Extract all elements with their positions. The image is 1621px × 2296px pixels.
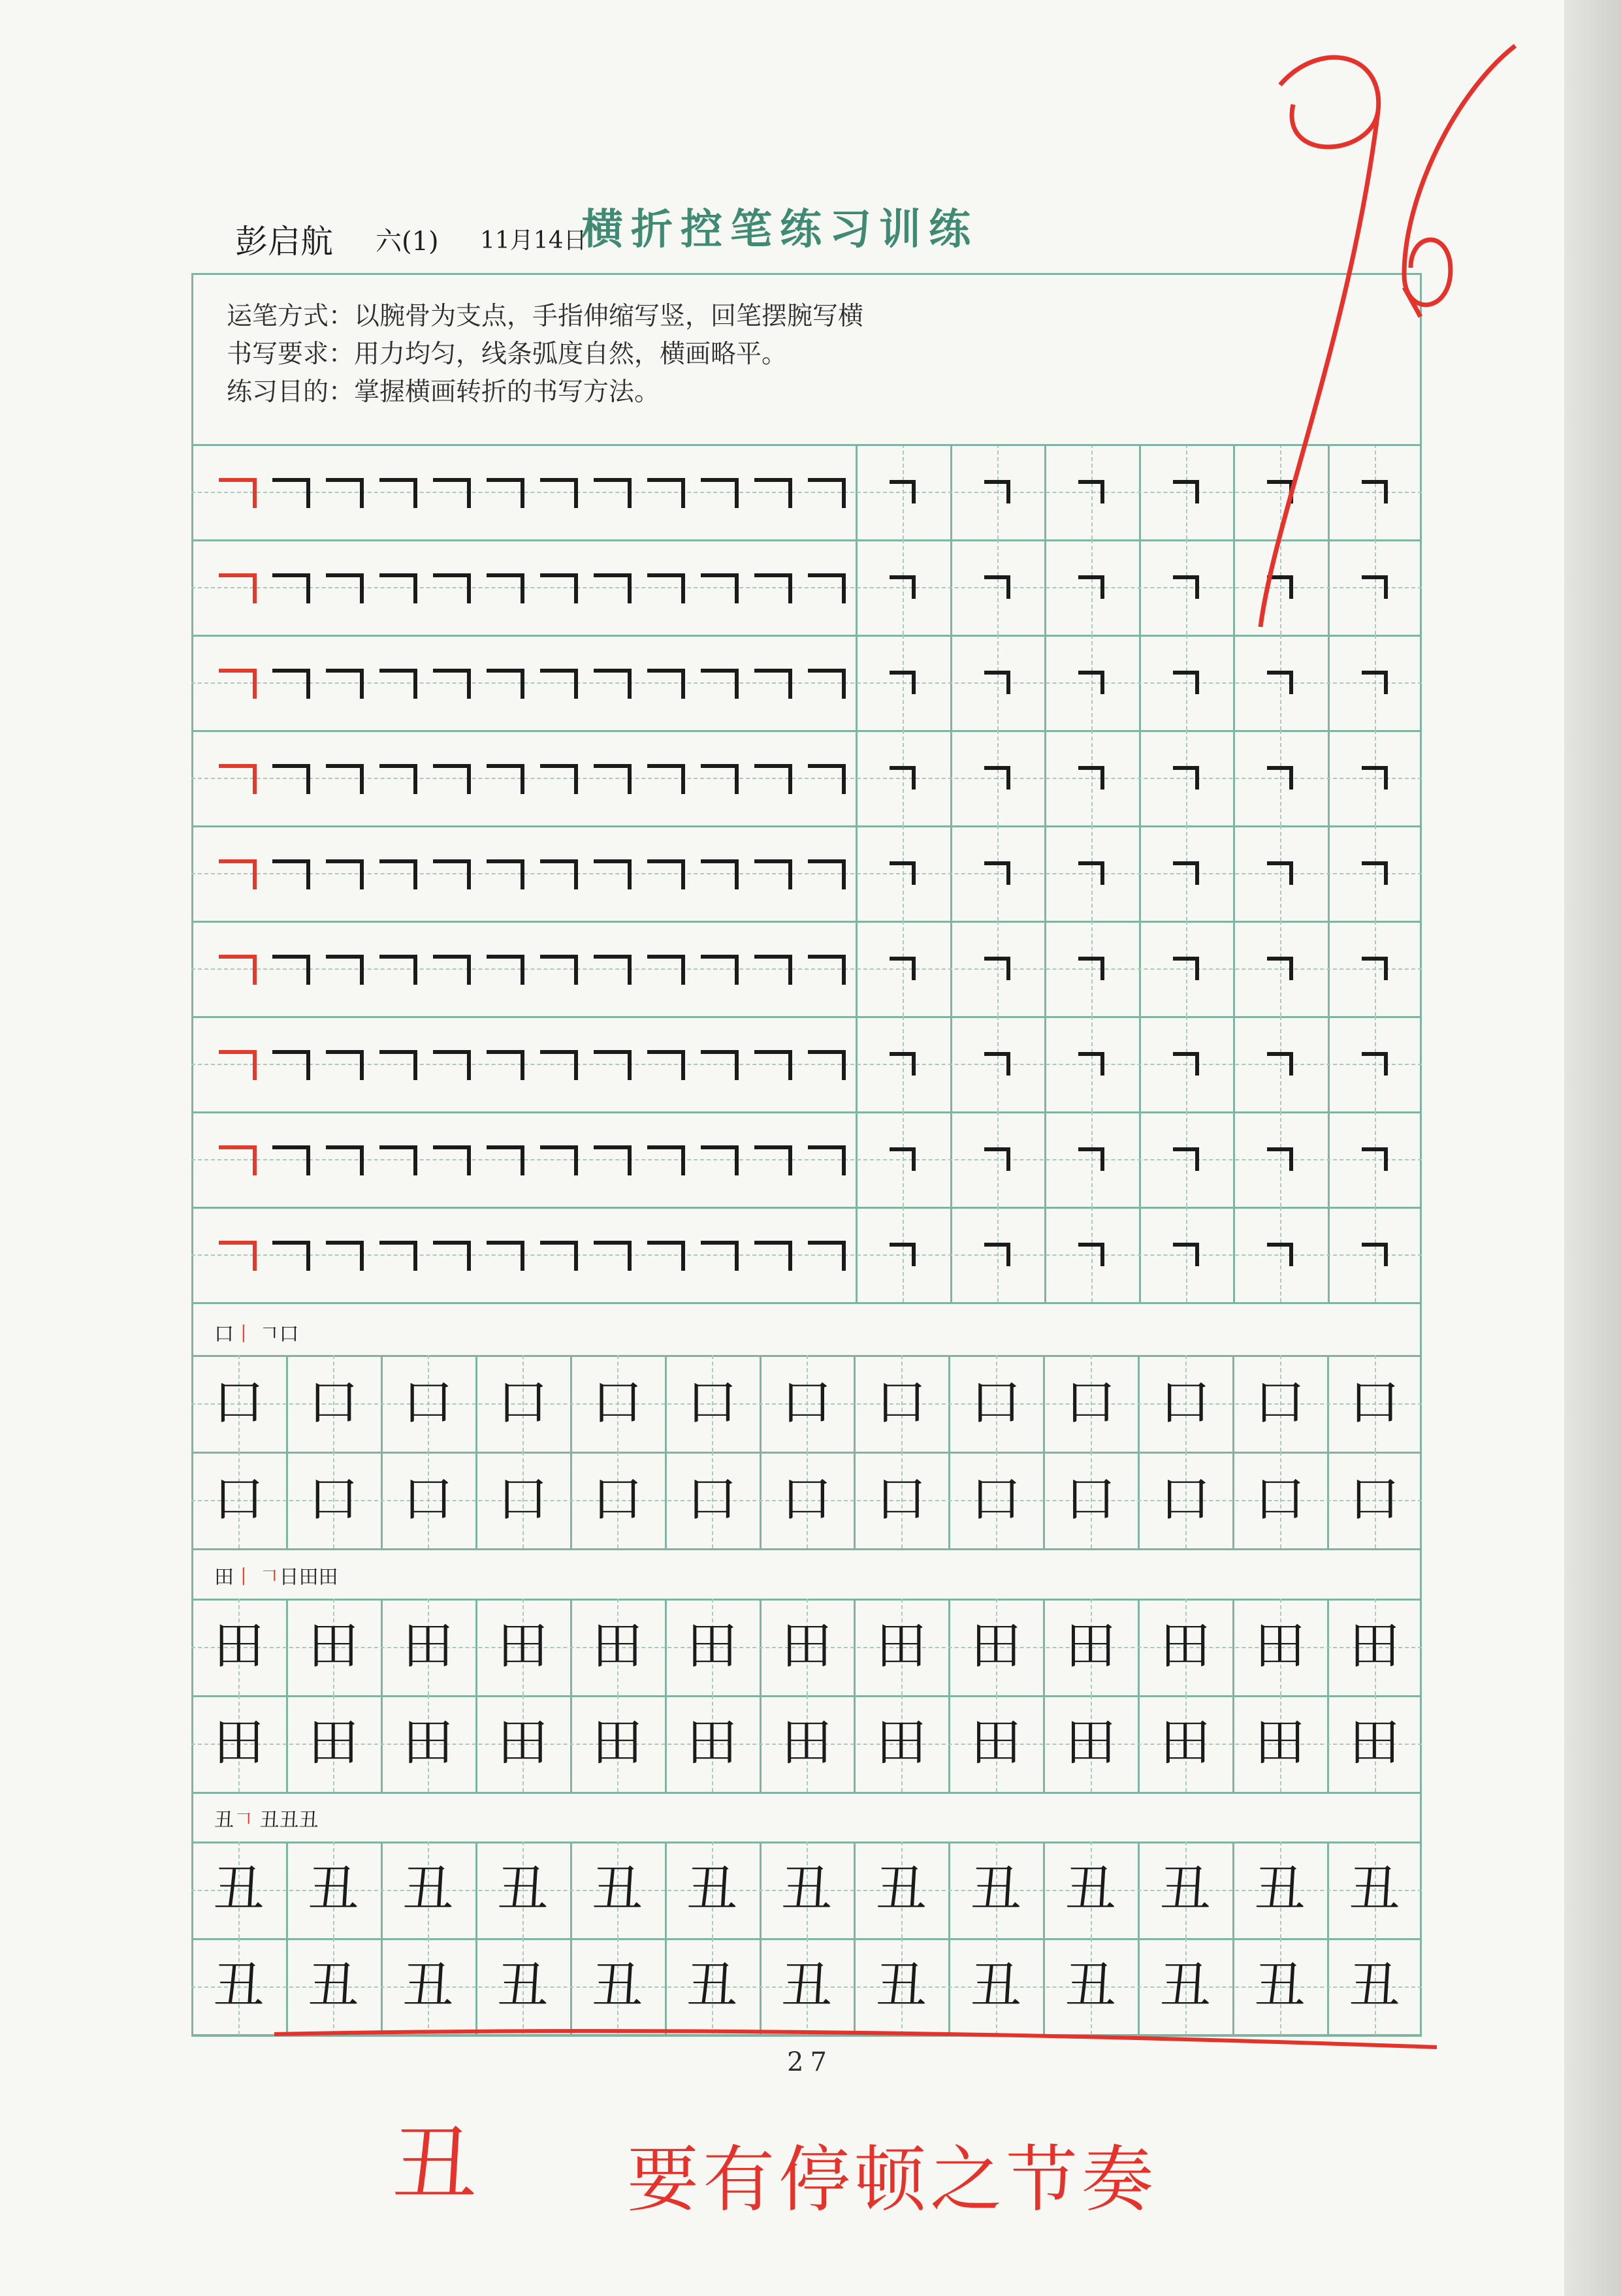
practice-character-chou: 丑 xyxy=(1349,1860,1400,1919)
practice-character-kou: 口 xyxy=(1065,1373,1116,1432)
practice-character-tian: 田 xyxy=(686,1617,738,1676)
practice-character-tian: 田 xyxy=(1065,1714,1116,1772)
practice-character-chou: 丑 xyxy=(875,1956,927,2015)
practice-character-kou: 口 xyxy=(213,1373,265,1432)
practice-character-tian: 田 xyxy=(1065,1617,1116,1676)
practice-character-tian: 田 xyxy=(497,1617,549,1676)
practice-character-tian: 田 xyxy=(781,1617,833,1676)
practice-character-chou: 丑 xyxy=(497,1860,549,1919)
practice-character-kou: 口 xyxy=(1349,1373,1400,1432)
student-name: 彭启航 xyxy=(235,223,333,261)
instruction-line: 运笔方式：以腕骨为支点，手指伸缩写竖，回笔摆腕写横 xyxy=(227,302,864,331)
practice-character-tian: 田 xyxy=(970,1714,1021,1772)
practice-character-chou: 丑 xyxy=(1349,1956,1400,2015)
practice-character-chou: 丑 xyxy=(402,1860,454,1919)
practice-character-chou: 丑 xyxy=(1065,1956,1116,2015)
practice-character-kou: 口 xyxy=(970,1470,1021,1529)
practice-character-kou: 口 xyxy=(1349,1470,1400,1529)
practice-character-chou: 丑 xyxy=(308,1956,359,2015)
practice-character-kou: 口 xyxy=(497,1373,549,1432)
practice-character-tian: 田 xyxy=(970,1617,1021,1676)
practice-character-tian: 田 xyxy=(875,1714,927,1772)
practice-character-chou: 丑 xyxy=(686,1860,738,1919)
practice-character-tian: 田 xyxy=(402,1617,454,1676)
practice-character-chou: 丑 xyxy=(1254,1860,1306,1919)
practice-character-chou: 丑 xyxy=(592,1956,643,2015)
date-label: 11月14日 xyxy=(480,227,587,254)
practice-character-chou: 丑 xyxy=(1254,1956,1306,2015)
practice-character-chou: 丑 xyxy=(970,1860,1021,1919)
practice-character-chou: 丑 xyxy=(213,1956,265,2015)
practice-character-tian: 田 xyxy=(1159,1714,1211,1772)
practice-character-chou: 丑 xyxy=(686,1956,738,2015)
comment-character: 丑 xyxy=(392,2114,477,2214)
practice-character-tian: 田 xyxy=(1159,1617,1211,1676)
practice-character-chou: 丑 xyxy=(1065,1860,1116,1919)
practice-character-kou: 口 xyxy=(592,1373,643,1432)
practice-character-kou: 口 xyxy=(308,1373,359,1432)
practice-character-chou: 丑 xyxy=(1159,1956,1211,2015)
practice-character-kou: 口 xyxy=(970,1373,1021,1432)
practice-character-chou: 丑 xyxy=(592,1860,643,1919)
page-number: 27 xyxy=(787,2047,833,2077)
practice-character-chou: 丑 xyxy=(781,1956,833,2015)
practice-character-chou: 丑 xyxy=(308,1860,359,1919)
stroke-order-chou: 丑𠃍 丑丑丑 xyxy=(214,1809,319,1832)
practice-character-kou: 口 xyxy=(1254,1373,1306,1432)
practice-character-kou: 口 xyxy=(686,1470,738,1529)
practice-character-kou: 口 xyxy=(402,1373,454,1432)
practice-character-tian: 田 xyxy=(497,1714,549,1772)
practice-character-tian: 田 xyxy=(308,1714,359,1772)
class-label: 六(1) xyxy=(376,227,439,257)
practice-character-tian: 田 xyxy=(592,1714,643,1772)
practice-character-tian: 田 xyxy=(308,1617,359,1676)
page-title: 横折控笔练习训练 xyxy=(581,205,978,254)
practice-character-tian: 田 xyxy=(1349,1617,1400,1676)
teacher-comment: 要有停顿之节奏 xyxy=(627,2138,1157,2222)
practice-character-kou: 口 xyxy=(686,1373,738,1432)
practice-character-kou: 口 xyxy=(1065,1470,1116,1529)
practice-character-kou: 口 xyxy=(875,1373,927,1432)
practice-character-tian: 田 xyxy=(213,1617,265,1676)
practice-character-chou: 丑 xyxy=(1159,1860,1211,1919)
instruction-line: 书写要求：用力均匀，线条弧度自然，横画略平。 xyxy=(227,340,788,369)
practice-character-kou: 口 xyxy=(781,1373,833,1432)
practice-character-chou: 丑 xyxy=(213,1860,265,1919)
practice-character-chou: 丑 xyxy=(970,1956,1021,2015)
practice-character-chou: 丑 xyxy=(497,1956,549,2015)
practice-character-tian: 田 xyxy=(592,1617,643,1676)
stroke-order-tian: 田丨 𠃍日田田 xyxy=(214,1566,338,1589)
practice-character-tian: 田 xyxy=(686,1714,738,1772)
practice-character-tian: 田 xyxy=(1254,1714,1306,1772)
underline-mark xyxy=(274,2031,1437,2047)
practice-character-tian: 田 xyxy=(781,1714,833,1772)
practice-character-kou: 口 xyxy=(1159,1373,1211,1432)
practice-character-tian: 田 xyxy=(1349,1714,1400,1772)
practice-character-kou: 口 xyxy=(308,1470,359,1529)
practice-character-kou: 口 xyxy=(497,1470,549,1529)
practice-character-tian: 田 xyxy=(402,1714,454,1772)
practice-character-chou: 丑 xyxy=(781,1860,833,1919)
practice-character-kou: 口 xyxy=(781,1470,833,1529)
practice-character-chou: 丑 xyxy=(875,1860,927,1919)
instruction-line: 练习目的：掌握横画转折的书写方法。 xyxy=(227,377,660,407)
practice-character-kou: 口 xyxy=(1254,1470,1306,1529)
practice-character-kou: 口 xyxy=(875,1470,927,1529)
practice-character-tian: 田 xyxy=(875,1617,927,1676)
practice-character-kou: 口 xyxy=(592,1470,643,1529)
practice-character-kou: 口 xyxy=(213,1470,265,1529)
practice-character-tian: 田 xyxy=(1254,1617,1306,1676)
practice-character-kou: 口 xyxy=(1159,1470,1211,1529)
score-mark xyxy=(1260,57,1379,627)
stroke-order-kou: 口丨 𠃍口 xyxy=(214,1323,299,1346)
practice-character-chou: 丑 xyxy=(402,1956,454,2015)
practice-character-tian: 田 xyxy=(213,1714,265,1772)
score-mark xyxy=(1404,46,1515,305)
practice-character-kou: 口 xyxy=(402,1470,454,1529)
